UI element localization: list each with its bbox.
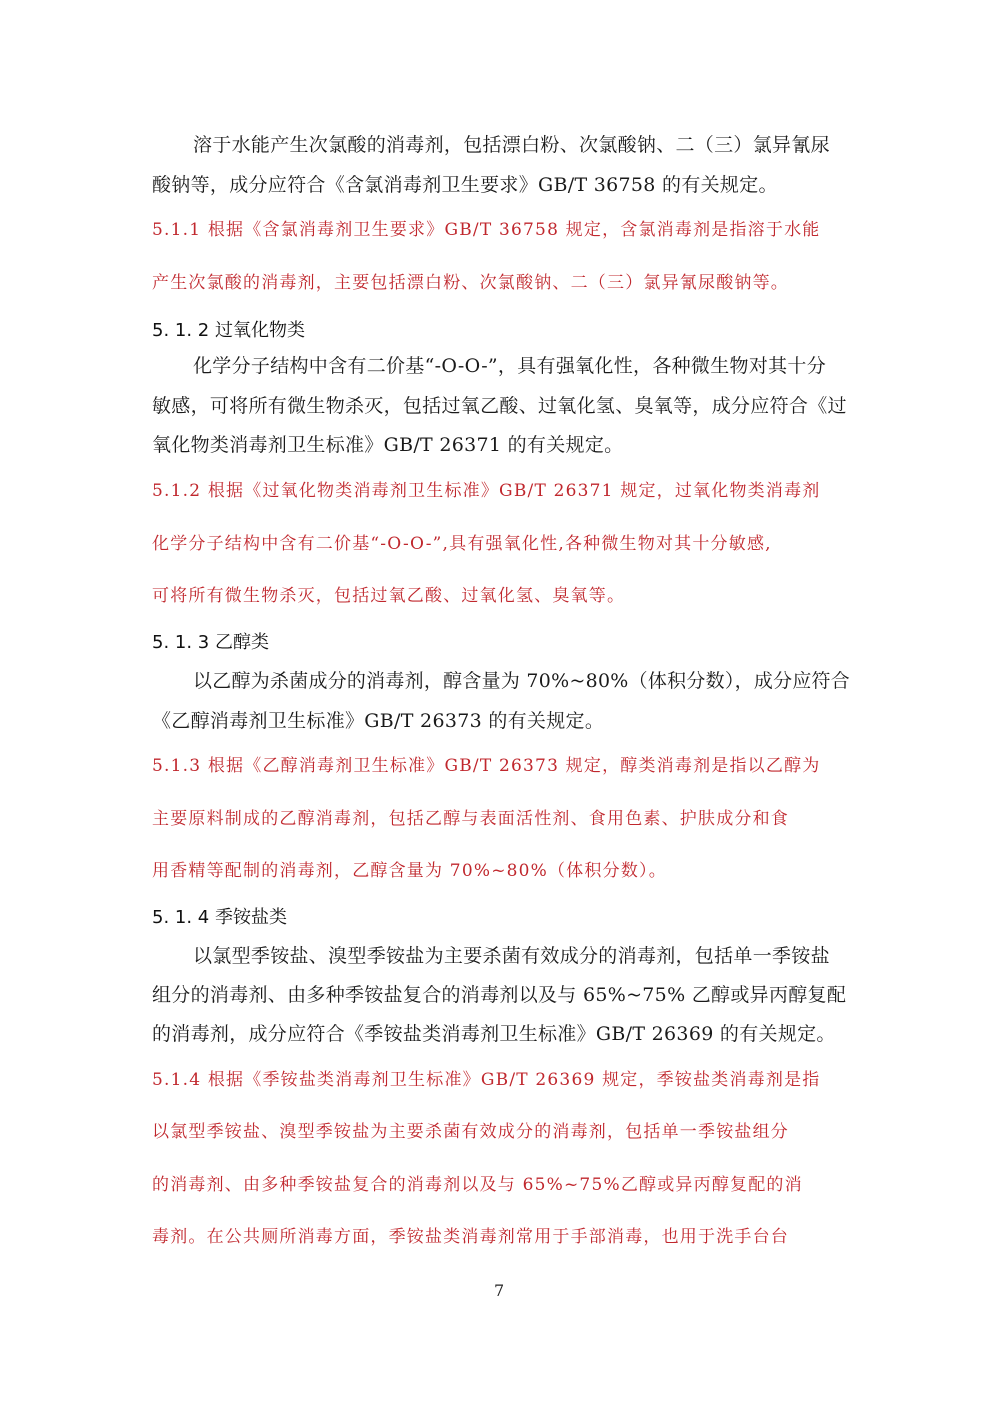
body-text-line: 溶于水能产生次氯酸的消毒剂，包括漂白粉、次氯酸钠、二（三）氯异氰尿	[193, 134, 830, 156]
section-heading: 5. 1. 2 过氧化物类	[152, 320, 305, 341]
body-text-line: 以氯型季铵盐、溴型季铵盐为主要杀菌有效成分的消毒剂，包括单一季铵盐	[193, 945, 830, 967]
annotation-text-line: 的消毒剂、由多种季铵盐复合的消毒剂以及与 65%~75%乙醇或异丙醇复配的消	[152, 1175, 803, 1195]
body-text-line: 《乙醇消毒剂卫生标准》GB/T 26373 的有关规定。	[152, 710, 605, 732]
annotation-text-line: 可将所有微生物杀灭，包括过氧乙酸、过氧化氢、臭氧等。	[152, 586, 626, 606]
annotation-text-line: 5.1.3 根据《乙醇消毒剂卫生标准》GB/T 26373 规定，醇类消毒剂是指以乙醇为	[152, 756, 821, 776]
body-text-line: 酸钠等，成分应符合《含氯消毒剂卫生要求》GB/T 36758 的有关规定。	[152, 174, 778, 196]
body-text-line: 以乙醇为杀菌成分的消毒剂，醇含量为 70%~80%（体积分数），成分应符合	[193, 670, 851, 692]
section-heading: 5. 1. 3 乙醇类	[152, 632, 269, 653]
annotation-text-line: 主要原料制成的乙醇消毒剂，包括乙醇与表面活性剂、食用色素、护肤成分和食	[152, 809, 789, 829]
annotation-text-line: 5.1.2 根据《过氧化物类消毒剂卫生标准》GB/T 26371 规定，过氧化物类消毒剂	[152, 481, 821, 501]
annotation-text-line: 以氯型季铵盐、溴型季铵盐为主要杀菌有效成分的消毒剂，包括单一季铵盐组分	[152, 1122, 789, 1142]
annotation-text-line: 用香精等配制的消毒剂，乙醇含量为 70%~80%（体积分数）。	[152, 861, 667, 881]
body-text-line: 敏感，可将所有微生物杀灭，包括过氧乙酸、过氧化氢、臭氧等，成分应符合《过	[152, 395, 847, 417]
body-text-line: 的消毒剂，成分应符合《季铵盐类消毒剂卫生标准》GB/T 26369 的有关规定。	[152, 1023, 836, 1045]
annotation-text-line: 化学分子结构中含有二价基“-O-O-”,具有强氧化性,各种微生物对其十分敏感,	[152, 534, 772, 554]
annotation-text-line: 产生次氯酸的消毒剂，主要包括漂白粉、次氯酸钠、二（三）氯异氰尿酸钠等。	[152, 273, 789, 293]
section-heading: 5. 1. 4 季铵盐类	[152, 907, 287, 928]
annotation-text-line: 毒剂。在公共厕所消毒方面，季铵盐类消毒剂常用于手部消毒，也用于洗手台台	[152, 1227, 789, 1247]
annotation-text-line: 5.1.4 根据《季铵盐类消毒剂卫生标准》GB/T 26369 规定，季铵盐类消毒剂是指	[152, 1070, 821, 1090]
body-text-line: 组分的消毒剂、由多种季铵盐复合的消毒剂以及与 65%~75% 乙醇或异丙醇复配	[152, 984, 847, 1006]
body-text-line: 氧化物类消毒剂卫生标准》GB/T 26371 的有关规定。	[152, 434, 624, 456]
body-text-line: 化学分子结构中含有二价基“-O-O-”，具有强氧化性，各种微生物对其十分	[193, 355, 827, 377]
annotation-text-line: 5.1.1 根据《含氯消毒剂卫生要求》GB/T 36758 规定，含氯消毒剂是指溶于水能	[152, 220, 821, 240]
page-number: 7	[494, 1281, 505, 1300]
